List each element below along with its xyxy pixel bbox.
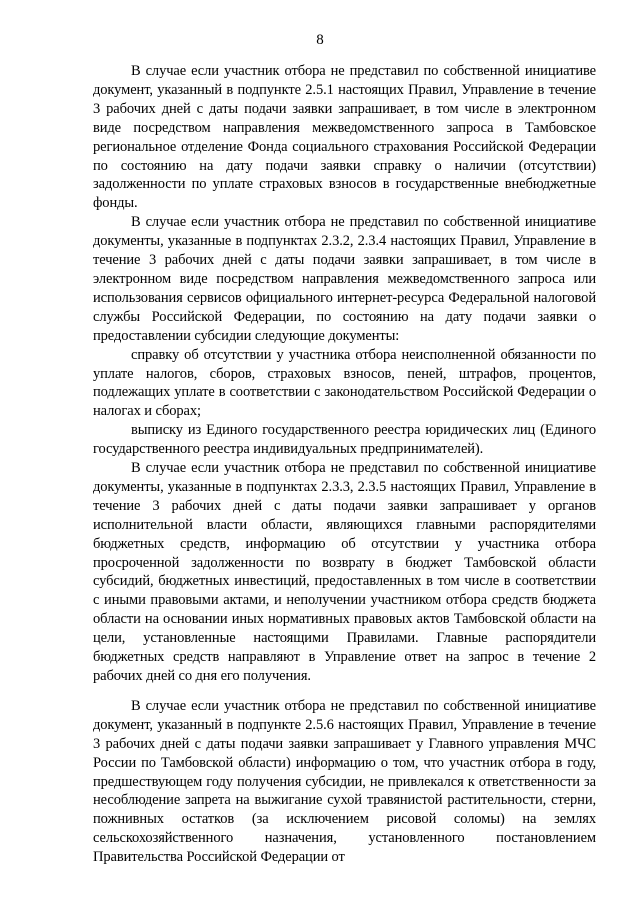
paragraph-mchs-request: В случае если участник отбора не представил по собственной инициативе документ, указанный в подпункте 2.5.6 настоящих Правил, Управление в течение 3 рабочих дней с даты подачи заявки запрашивает у Главного управления МЧС России по Тамбовской области) информацию о том, что участник отбора в году, предшествующем году получения субсидии, не привлекался к ответственности за несоблюдение запрета на выжигание сухой травянистой растительности, стерни, пожнивных остатков (за исключением рисовой соломы) на землях сельскохозяйственного назначения, установленного постановлением Правительства Российской Федерации от [93,697,596,866]
list-item-egrul-extract: выписку из Единого государственного реестра юридических лиц (Единого государственного реестра индивидуальных предпринимателей). [93,422,596,458]
paragraph-fss-request: В случае если участник отбора не представил по собственной инициативе документ, указанный в подпункте 2.5.1 настоящих Правил, Управление в течение 3 рабочих дней с даты подачи заявки запрашивает, в том числе в электронном виде посредством направления межведомственного запроса в Тамбовское региональное отделение Фонда социального страхования Российской Федерации по состоянию на дату подачи заявки справку о наличии (отсутствии) задолженности по уплате страховых взносов в государственные внебюджетные фонды. [93,63,596,212]
page-number: 8 [316,32,324,48]
paragraph-fns-request: В случае если участник отбора не представил по собственной инициативе документы, указанные в подпунктах 2.3.2, 2.3.4 настоящих Правил, Управление в течение 3 рабочих дней с даты подачи заявки запрашивает, в том числе в электронном виде посредством направления межведомственного запроса или использования сервисов официального интернет-ресурса Федеральной налоговой службы Российской Федерации, по состоянию на дату подачи заявки о предоставлении субсидии следующие документы: [93,214,596,344]
document-body [93,62,596,867]
list-item-tax-certificate: справку об отсутствии у участника отбора неисполненной обязанности по уплате налогов, сборов, страховых взносов, пеней, штрафов, процентов, подлежащих уплате в соответствии с законодательством Российской Федерации о налогах и сборах; [93,346,596,420]
paragraph-budget-debt-request: В случае если участник отбора не представил по собственной инициативе документы, указанные в подпунктах 2.3.3, 2.3.5 настоящих Правил, Управление в течение 3 рабочих дней с даты подачи заявки запрашивает у органов исполнительной власти области, являющихся главными распорядителями бюджетных средств, информацию об отсутствии у участника отбора просроченной задолженности по возврату в бюджет Тамбовской области субсидий, бюджетных инвестиций, предоставленных в том числе в соответствии с иными правовыми актами, и неполучении участником отбора средств бюджета области на основании иных нормативных правовых актов Тамбовской области на цели, установленные настоящими Правилами. Главные распорядители бюджетных средств направляют в Управление ответ на запрос в течение 2 рабочих дней со дня его получения. [93,460,596,684]
